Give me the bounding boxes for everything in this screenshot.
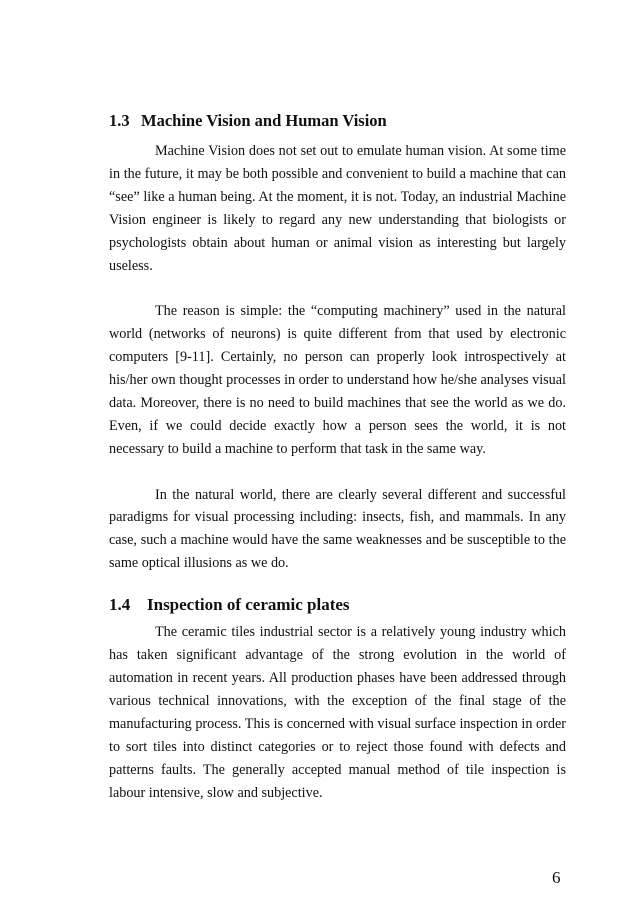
section-heading <box>109 110 566 132</box>
section-1-3 <box>109 110 566 575</box>
body-paragraph: The ceramic tiles industrial sector is a relatively young industry which has taken significant advantage of the strong evolution in the world of automation in recent years. All production phases have been addressed through various technical innovations, with the exception of the final stage of the manufacturing process. This is concerned with visual surface inspection in order to sort tiles into distinct categories or to reject those found with defects and patterns faults. The generally accepted manual method of tile inspection is labour intensive, slow and subjective. <box>109 624 566 801</box>
section-heading <box>109 593 566 617</box>
body-paragraph: The reason is simple: the “computing machinery” used in the natural world (networks of neurons) is quite different from that used by electronic computers [9-11]. Certainly, no person can properly look introspectively at his/her own thought processes in order to understand how he/she analyses visual data. Moreover, there is no need to build machines that see the world as we do. Even, if we could decide exactly how a person sees the world, it is not necessary to build a machine to perform that task in the same way. <box>109 303 566 457</box>
page-content <box>109 110 566 804</box>
section-number: 1.4 <box>109 595 131 615</box>
page-number: 6 <box>552 868 561 887</box>
body-paragraph: In the natural world, there are clearly several different and successful paradigms for visual processing including: insects, fish, and mammals. In any case, such a machine would have the same weaknesses and be susceptible to the same optical illusions as we do. <box>109 486 566 572</box>
section-number: 1.3 <box>109 111 130 130</box>
section-title: Machine Vision and Human Vision <box>141 111 387 130</box>
body-paragraph: Machine Vision does not set out to emulate human vision. At some time in the future, it may be both possible and convenient to build a machine that can “see” like a human being. At the moment, it is not. Today, an industrial Machine Vision engineer is likely to regard any new understanding that biologists or psychologists obtain about human or animal vision as interesting but largely useless. <box>109 143 566 274</box>
section-title: Inspection of ceramic plates <box>147 595 350 615</box>
section-1-4 <box>109 593 566 804</box>
